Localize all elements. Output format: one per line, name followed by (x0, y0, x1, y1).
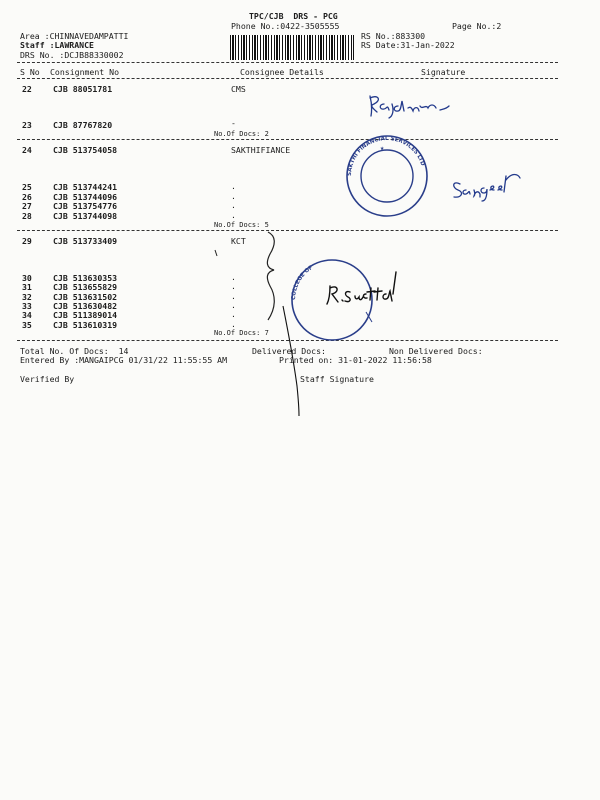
document-title: TPC/CJB DRS - PCG (249, 11, 338, 21)
row-consignee: . (231, 181, 236, 191)
row-consignee: . (231, 210, 236, 220)
row-consignment: CJB 513754058 (53, 145, 118, 155)
pen-stroke (283, 306, 299, 416)
docs-count: No.Of Docs: 2 (214, 130, 269, 138)
signature-rsuretha (327, 272, 396, 304)
verified-by: Verified By (20, 374, 75, 384)
row-sno: 22 (22, 84, 32, 94)
row-sno: 28 (22, 211, 32, 221)
brace-mark (267, 232, 274, 320)
area-label: Area :CHINNAVEDAMPATTI (20, 31, 129, 41)
page-number: Page No.:2 (452, 21, 502, 31)
docs-count: No.Of Docs: 5 (214, 221, 269, 229)
non-delivered-docs: Non Delivered Docs: (389, 346, 483, 356)
col-consignment: Consignment No (50, 67, 120, 77)
rs-number: RS No.:883300 (361, 31, 426, 41)
sakthi-seal-text: SAKTHI FINANCIAL SERVICES LTD (346, 135, 426, 177)
row-consignment: CJB 513744098 (53, 211, 118, 221)
row-consignee: KCT (231, 236, 246, 246)
docs-count: No.Of Docs: 7 (214, 329, 269, 337)
signature-rajadurai (370, 96, 449, 118)
row-consignee: - (231, 118, 236, 128)
seal-star: ★ (380, 144, 385, 152)
row-consignee: . (231, 272, 236, 282)
rs-date: RS Date:31-Jan-2022 (361, 40, 455, 50)
row-consignee: . (231, 309, 236, 319)
row-consignment: CJB 513655829 (53, 282, 118, 292)
row-consignee: . (231, 291, 236, 301)
row-consignment: CJB 88051781 (53, 84, 113, 94)
row-consignee: . (231, 319, 236, 329)
staff-signature-label: Staff Signature (300, 374, 374, 384)
row-sno: 31 (22, 282, 32, 292)
printed-on: Printed on: 31-01-2022 11:56:58 (279, 355, 432, 365)
row-sno: 32 (22, 292, 32, 302)
entered-by: Entered By :MANGAIPCG 01/31/22 11:55:55 AM (20, 355, 228, 365)
row-consignment: CJB 513610319 (53, 320, 118, 330)
row-consignee: . (231, 300, 236, 310)
row-consignment: CJB 513744096 (53, 192, 118, 202)
phone-number: Phone No.:0422-3505555 (231, 21, 340, 31)
row-consignment: CJB 513631502 (53, 292, 118, 302)
row-sno: 24 (22, 145, 32, 155)
col-sno: S No (20, 67, 40, 77)
row-sno: 29 (22, 236, 32, 246)
staff-label: Staff :LAWRANCE (20, 40, 94, 50)
signature-sangeetha (454, 175, 520, 202)
row-sno: 33 (22, 301, 32, 311)
row-consignee: SAKTHIFIANCE (231, 145, 291, 155)
row-consignment: CJB 513744241 (53, 182, 118, 192)
row-sno: 26 (22, 192, 32, 202)
col-consignee: Consignee Details (240, 67, 324, 77)
sakthi-seal-stamp (347, 136, 427, 216)
row-consignment: CJB 511389014 (53, 310, 118, 320)
delivered-docs: Delivered Docs: (252, 346, 326, 356)
row-consignee: CMS (231, 84, 246, 94)
row-consignment: CJB 87767820 (53, 120, 113, 130)
row-sno: 30 (22, 273, 32, 283)
row-consignment: CJB 513630482 (53, 301, 118, 311)
drs-number: DRS No. :DCJB88330002 (20, 50, 124, 60)
col-signature: Signature (421, 67, 466, 77)
row-consignment: CJB 513733409 (53, 236, 118, 246)
row-consignment: CJB 513630353 (53, 273, 118, 283)
row-sno: 34 (22, 310, 32, 320)
row-sno: 35 (22, 320, 32, 330)
row-sno: 23 (22, 120, 32, 130)
row-sno: 25 (22, 182, 32, 192)
row-sno: 27 (22, 201, 32, 211)
college-seal-text: COLLEGE OF (290, 264, 315, 301)
total-docs: Total No. Of Docs: 14 (20, 346, 129, 356)
row-consignment: CJB 513754776 (53, 201, 118, 211)
row-consignee: . (231, 200, 236, 210)
row-consignee: . (231, 191, 236, 201)
row-consignee: . (231, 281, 236, 291)
